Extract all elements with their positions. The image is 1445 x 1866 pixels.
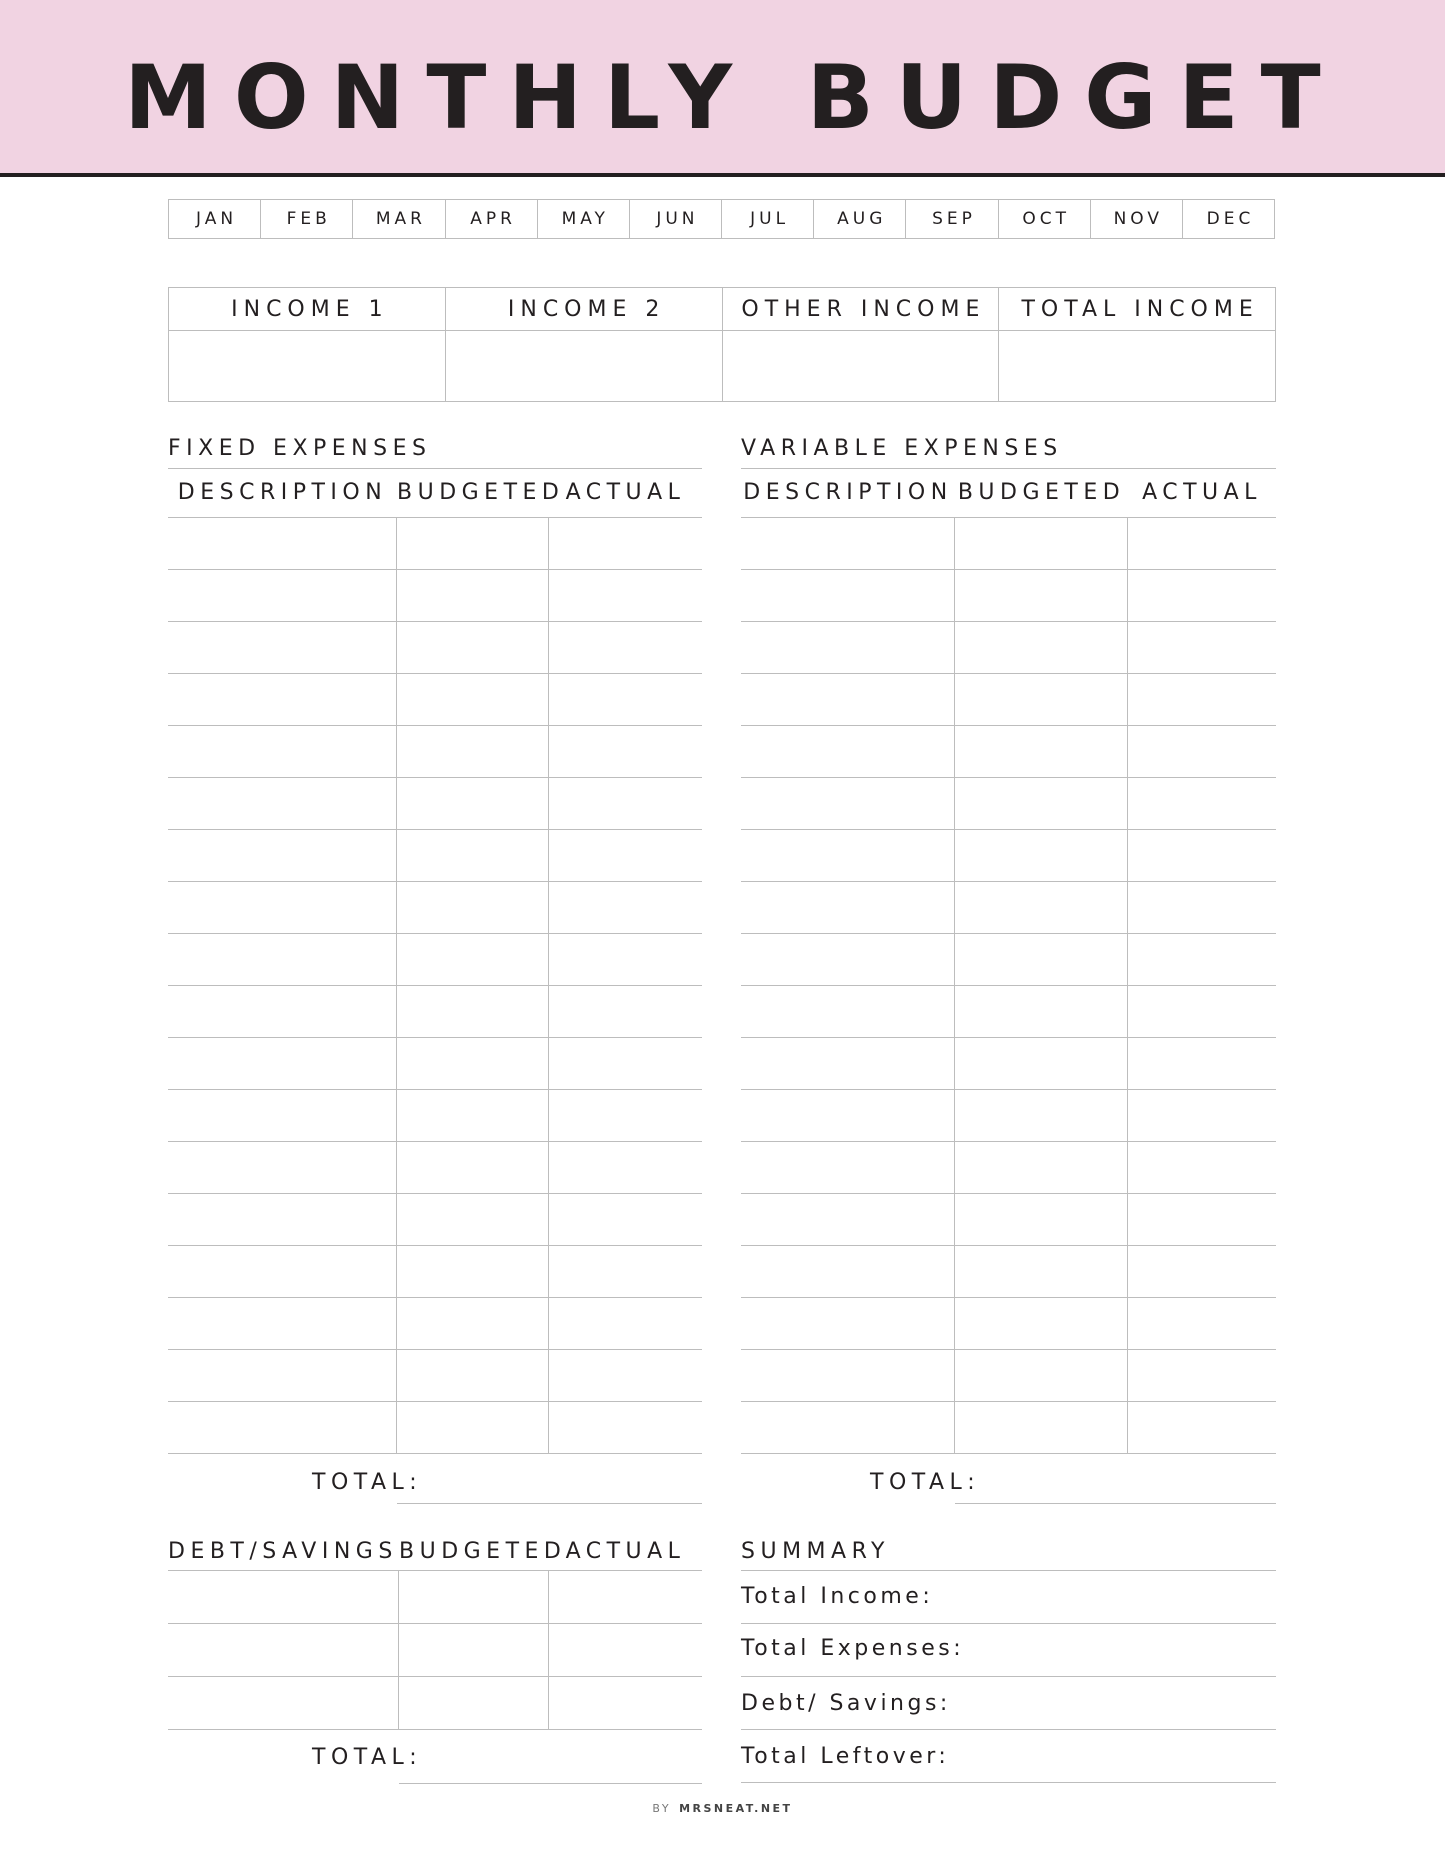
budgeted-cell[interactable] [397, 882, 549, 933]
fixed-expense-row [168, 1402, 702, 1454]
description-cell[interactable] [741, 726, 955, 777]
budgeted-cell[interactable] [397, 1350, 549, 1401]
budgeted-cell[interactable] [955, 726, 1128, 777]
description-cell[interactable] [741, 1194, 955, 1245]
variable-expense-row [741, 518, 1276, 570]
budgeted-cell[interactable] [397, 1194, 549, 1245]
summary-total-expenses-field[interactable] [741, 1676, 1276, 1677]
income-2-field[interactable] [446, 331, 722, 401]
budgeted-cell[interactable] [955, 518, 1128, 569]
fixed-total-field[interactable] [397, 1503, 702, 1504]
income-1-header: INCOME 1 [169, 288, 445, 331]
actual-cell[interactable] [1128, 1246, 1276, 1297]
budgeted-cell[interactable] [955, 830, 1128, 881]
description-cell[interactable] [168, 830, 397, 881]
debt-savings-row [168, 1677, 702, 1730]
actual-cell[interactable] [549, 778, 702, 829]
budgeted-cell[interactable] [955, 1350, 1128, 1401]
description-cell[interactable] [168, 1350, 397, 1401]
month-jul[interactable]: JUL [722, 200, 814, 238]
debt-budgeted-header: BUDGETED [399, 1539, 567, 1564]
header-banner [0, 0, 1445, 177]
description-cell[interactable] [168, 1571, 399, 1623]
other-income-column [723, 288, 1000, 401]
description-cell[interactable] [741, 778, 955, 829]
variable-expense-row [741, 1194, 1276, 1246]
summary-debt-savings-field[interactable] [741, 1729, 1276, 1730]
actual-cell[interactable] [549, 622, 702, 673]
actual-cell[interactable] [549, 1194, 702, 1245]
description-cell[interactable] [741, 986, 955, 1037]
actual-cell[interactable] [1128, 1142, 1276, 1193]
description-cell[interactable] [168, 518, 397, 569]
description-cell[interactable] [741, 882, 955, 933]
fixed-expense-row [168, 986, 702, 1038]
actual-cell[interactable] [1128, 726, 1276, 777]
fixed-actual-header: ACTUAL [565, 480, 686, 505]
fixed-expense-row [168, 726, 702, 778]
description-cell[interactable] [741, 1142, 955, 1193]
budgeted-cell[interactable] [955, 1194, 1128, 1245]
variable-expense-row [741, 622, 1276, 674]
debt-savings-header: DEBT/SAVINGS [168, 1539, 398, 1564]
budgeted-cell[interactable] [955, 1142, 1128, 1193]
actual-cell[interactable] [549, 570, 702, 621]
budgeted-cell[interactable] [397, 1402, 549, 1453]
budgeted-cell[interactable] [397, 570, 549, 621]
fixed-expense-row [168, 934, 702, 986]
debt-savings-grid [168, 1570, 702, 1730]
debt-actual-header: ACTUAL [565, 1539, 686, 1564]
month-jun[interactable]: JUN [630, 200, 722, 238]
summary-debt-savings: Debt/ Savings: [741, 1691, 951, 1716]
page-title: MONTHLY BUDGET [124, 46, 1343, 149]
actual-cell[interactable] [1128, 1194, 1276, 1245]
income-2-header: INCOME 2 [446, 288, 722, 331]
actual-cell[interactable] [1128, 1090, 1276, 1141]
summary-total-income: Total Income: [741, 1584, 934, 1609]
description-cell[interactable] [741, 1350, 955, 1401]
description-cell[interactable] [168, 1194, 397, 1245]
actual-cell[interactable] [549, 1624, 702, 1676]
variable-expense-row [741, 1246, 1276, 1298]
fixed-expenses-title: FIXED EXPENSES [168, 436, 432, 461]
actual-cell[interactable] [549, 830, 702, 881]
description-cell[interactable] [168, 934, 397, 985]
actual-cell[interactable] [549, 934, 702, 985]
actual-cell[interactable] [549, 1142, 702, 1193]
budgeted-cell[interactable] [397, 1038, 549, 1089]
description-cell[interactable] [741, 1090, 955, 1141]
budgeted-cell[interactable] [399, 1624, 549, 1676]
actual-cell[interactable] [549, 986, 702, 1037]
total-income-column [999, 288, 1275, 401]
budgeted-cell[interactable] [397, 986, 549, 1037]
income-table [168, 287, 1276, 402]
actual-cell[interactable] [1128, 778, 1276, 829]
actual-cell[interactable] [549, 1038, 702, 1089]
variable-expenses-divider [741, 468, 1276, 469]
description-cell[interactable] [168, 778, 397, 829]
fixed-expense-row [168, 1038, 702, 1090]
month-dec[interactable]: DEC [1206, 209, 1255, 229]
description-cell[interactable] [168, 1298, 397, 1349]
month-aug[interactable]: AUG [814, 200, 906, 238]
actual-cell[interactable] [549, 1677, 702, 1729]
actual-cell[interactable] [1128, 1298, 1276, 1349]
description-cell[interactable] [168, 1624, 399, 1676]
total-income-field[interactable] [999, 331, 1275, 401]
description-cell[interactable] [168, 674, 397, 725]
fixed-expense-row [168, 518, 702, 570]
description-cell[interactable] [741, 1246, 955, 1297]
actual-cell[interactable] [549, 1350, 702, 1401]
fixed-expense-row [168, 1090, 702, 1142]
month-may[interactable]: MAY [538, 200, 630, 238]
variable-expense-row [741, 1402, 1276, 1454]
variable-expense-row [741, 1090, 1276, 1142]
summary-total-income-field[interactable] [741, 1623, 1276, 1624]
budgeted-cell[interactable] [955, 1298, 1128, 1349]
fixed-expense-row [168, 622, 702, 674]
actual-cell[interactable] [549, 674, 702, 725]
budgeted-cell[interactable] [955, 570, 1128, 621]
budgeted-cell[interactable] [955, 986, 1128, 1037]
debt-savings-row [168, 1571, 702, 1624]
month-nov[interactable]: NOV [1091, 200, 1183, 238]
variable-expense-row [741, 570, 1276, 622]
fixed-budgeted-header: BUDGETED [397, 480, 565, 505]
budgeted-cell[interactable] [397, 674, 549, 725]
total-income-header: TOTAL INCOME [999, 288, 1275, 331]
variable-total-field[interactable] [955, 1503, 1276, 1504]
description-cell[interactable] [168, 1090, 397, 1141]
month-sep[interactable]: SEP [906, 200, 998, 238]
variable-total-label: TOTAL: [870, 1470, 981, 1495]
actual-cell[interactable] [549, 1298, 702, 1349]
variable-description-header: DESCRIPTION [743, 480, 953, 505]
budgeted-cell[interactable] [955, 1246, 1128, 1297]
actual-cell[interactable] [1128, 518, 1276, 569]
description-cell[interactable] [168, 1246, 397, 1297]
fixed-expense-row [168, 1298, 702, 1350]
variable-expense-row [741, 934, 1276, 986]
description-cell[interactable] [168, 986, 397, 1037]
actual-cell[interactable] [1128, 674, 1276, 725]
budgeted-cell[interactable] [399, 1677, 549, 1729]
variable-expense-row [741, 1142, 1276, 1194]
budgeted-cell[interactable] [955, 674, 1128, 725]
description-cell[interactable] [168, 570, 397, 621]
debt-total-label: TOTAL: [312, 1745, 423, 1770]
month-selector [168, 199, 1275, 239]
budgeted-cell[interactable] [955, 1038, 1128, 1089]
other-income-header: OTHER INCOME [723, 288, 999, 331]
description-cell[interactable] [168, 882, 397, 933]
summary-divider [741, 1570, 1276, 1571]
fixed-expense-row [168, 1246, 702, 1298]
budgeted-cell[interactable] [397, 622, 549, 673]
budgeted-cell[interactable] [397, 778, 549, 829]
summary-total-leftover: Total Leftover: [741, 1744, 950, 1769]
variable-expense-row [741, 1038, 1276, 1090]
fixed-expense-row [168, 1194, 702, 1246]
budgeted-cell[interactable] [955, 622, 1128, 673]
summary-title: SUMMARY [741, 1539, 890, 1564]
description-cell[interactable] [741, 934, 955, 985]
budgeted-cell[interactable] [399, 1571, 549, 1623]
description-cell[interactable] [168, 1038, 397, 1089]
footer [0, 1802, 1445, 1815]
description-cell[interactable] [168, 1402, 397, 1453]
fixed-expenses-divider [168, 468, 702, 469]
actual-cell[interactable] [1128, 1402, 1276, 1453]
variable-expense-row [741, 882, 1276, 934]
budgeted-cell[interactable] [397, 830, 549, 881]
actual-cell[interactable] [549, 882, 702, 933]
fixed-expense-row [168, 1350, 702, 1402]
description-cell[interactable] [741, 830, 955, 881]
variable-expense-row [741, 1350, 1276, 1402]
variable-expense-row [741, 778, 1276, 830]
actual-cell[interactable] [1128, 882, 1276, 933]
description-cell[interactable] [168, 1677, 399, 1729]
budgeted-cell[interactable] [397, 934, 549, 985]
month-feb[interactable]: FEB [261, 200, 353, 238]
variable-budgeted-header: BUDGETED [957, 480, 1126, 505]
description-cell[interactable] [741, 570, 955, 621]
budgeted-cell[interactable] [955, 882, 1128, 933]
actual-cell[interactable] [549, 1402, 702, 1453]
budgeted-cell[interactable] [397, 1090, 549, 1141]
variable-expense-row [741, 674, 1276, 726]
budgeted-cell[interactable] [397, 1298, 549, 1349]
income-2-column [446, 288, 723, 401]
actual-cell[interactable] [1128, 830, 1276, 881]
actual-cell[interactable] [1128, 1038, 1276, 1089]
actual-cell[interactable] [549, 726, 702, 777]
description-cell[interactable] [168, 1142, 397, 1193]
summary-total-expenses: Total Expenses: [741, 1636, 965, 1661]
description-cell[interactable] [741, 674, 955, 725]
actual-cell[interactable] [549, 1571, 702, 1623]
fixed-expense-row [168, 1142, 702, 1194]
budgeted-cell[interactable] [397, 518, 549, 569]
actual-cell[interactable] [1128, 986, 1276, 1037]
fixed-expense-row [168, 674, 702, 726]
description-cell[interactable] [741, 1402, 955, 1453]
debt-total-field[interactable] [399, 1783, 702, 1784]
variable-actual-header: ACTUAL [1142, 480, 1262, 505]
fixed-expense-row [168, 778, 702, 830]
variable-expense-row [741, 986, 1276, 1038]
variable-expenses-title: VARIABLE EXPENSES [741, 436, 1063, 461]
actual-cell[interactable] [1128, 1350, 1276, 1401]
actual-cell[interactable] [549, 1246, 702, 1297]
description-cell[interactable] [741, 1298, 955, 1349]
budgeted-cell[interactable] [955, 1402, 1128, 1453]
other-income-field[interactable] [723, 331, 999, 401]
month-jan[interactable]: JAN [169, 200, 261, 238]
description-cell[interactable] [168, 622, 397, 673]
actual-cell[interactable] [549, 518, 702, 569]
fixed-total-label: TOTAL: [312, 1470, 423, 1495]
fixed-expenses-grid [168, 517, 702, 1454]
description-cell[interactable] [741, 1038, 955, 1089]
description-cell[interactable] [741, 518, 955, 569]
fixed-description-header: DESCRIPTION [177, 480, 388, 505]
actual-cell[interactable] [1128, 934, 1276, 985]
actual-cell[interactable] [1128, 570, 1276, 621]
month-mar[interactable]: MAR [353, 200, 445, 238]
footer-site: MRSNEAT.NET [679, 1802, 793, 1815]
income-1-column [169, 288, 446, 401]
fixed-expense-row [168, 830, 702, 882]
budgeted-cell[interactable] [397, 1246, 549, 1297]
fixed-expense-row [168, 882, 702, 934]
budgeted-cell[interactable] [397, 726, 549, 777]
budgeted-cell[interactable] [397, 1142, 549, 1193]
footer-by: BY [652, 1802, 672, 1815]
budgeted-cell[interactable] [955, 1090, 1128, 1141]
variable-expenses-grid [741, 517, 1276, 1454]
budgeted-cell[interactable] [955, 934, 1128, 985]
month-apr[interactable]: APR [446, 200, 538, 238]
summary-total-leftover-field[interactable] [741, 1782, 1276, 1783]
actual-cell[interactable] [549, 1090, 702, 1141]
budgeted-cell[interactable] [955, 778, 1128, 829]
variable-expense-row [741, 830, 1276, 882]
variable-expense-row [741, 1298, 1276, 1350]
fixed-expense-row [168, 570, 702, 622]
month-oct[interactable]: OCT [999, 200, 1091, 238]
debt-savings-row [168, 1624, 702, 1677]
description-cell[interactable] [168, 726, 397, 777]
description-cell[interactable] [741, 622, 955, 673]
income-1-field[interactable] [169, 331, 445, 401]
actual-cell[interactable] [1128, 622, 1276, 673]
variable-expense-row [741, 726, 1276, 778]
